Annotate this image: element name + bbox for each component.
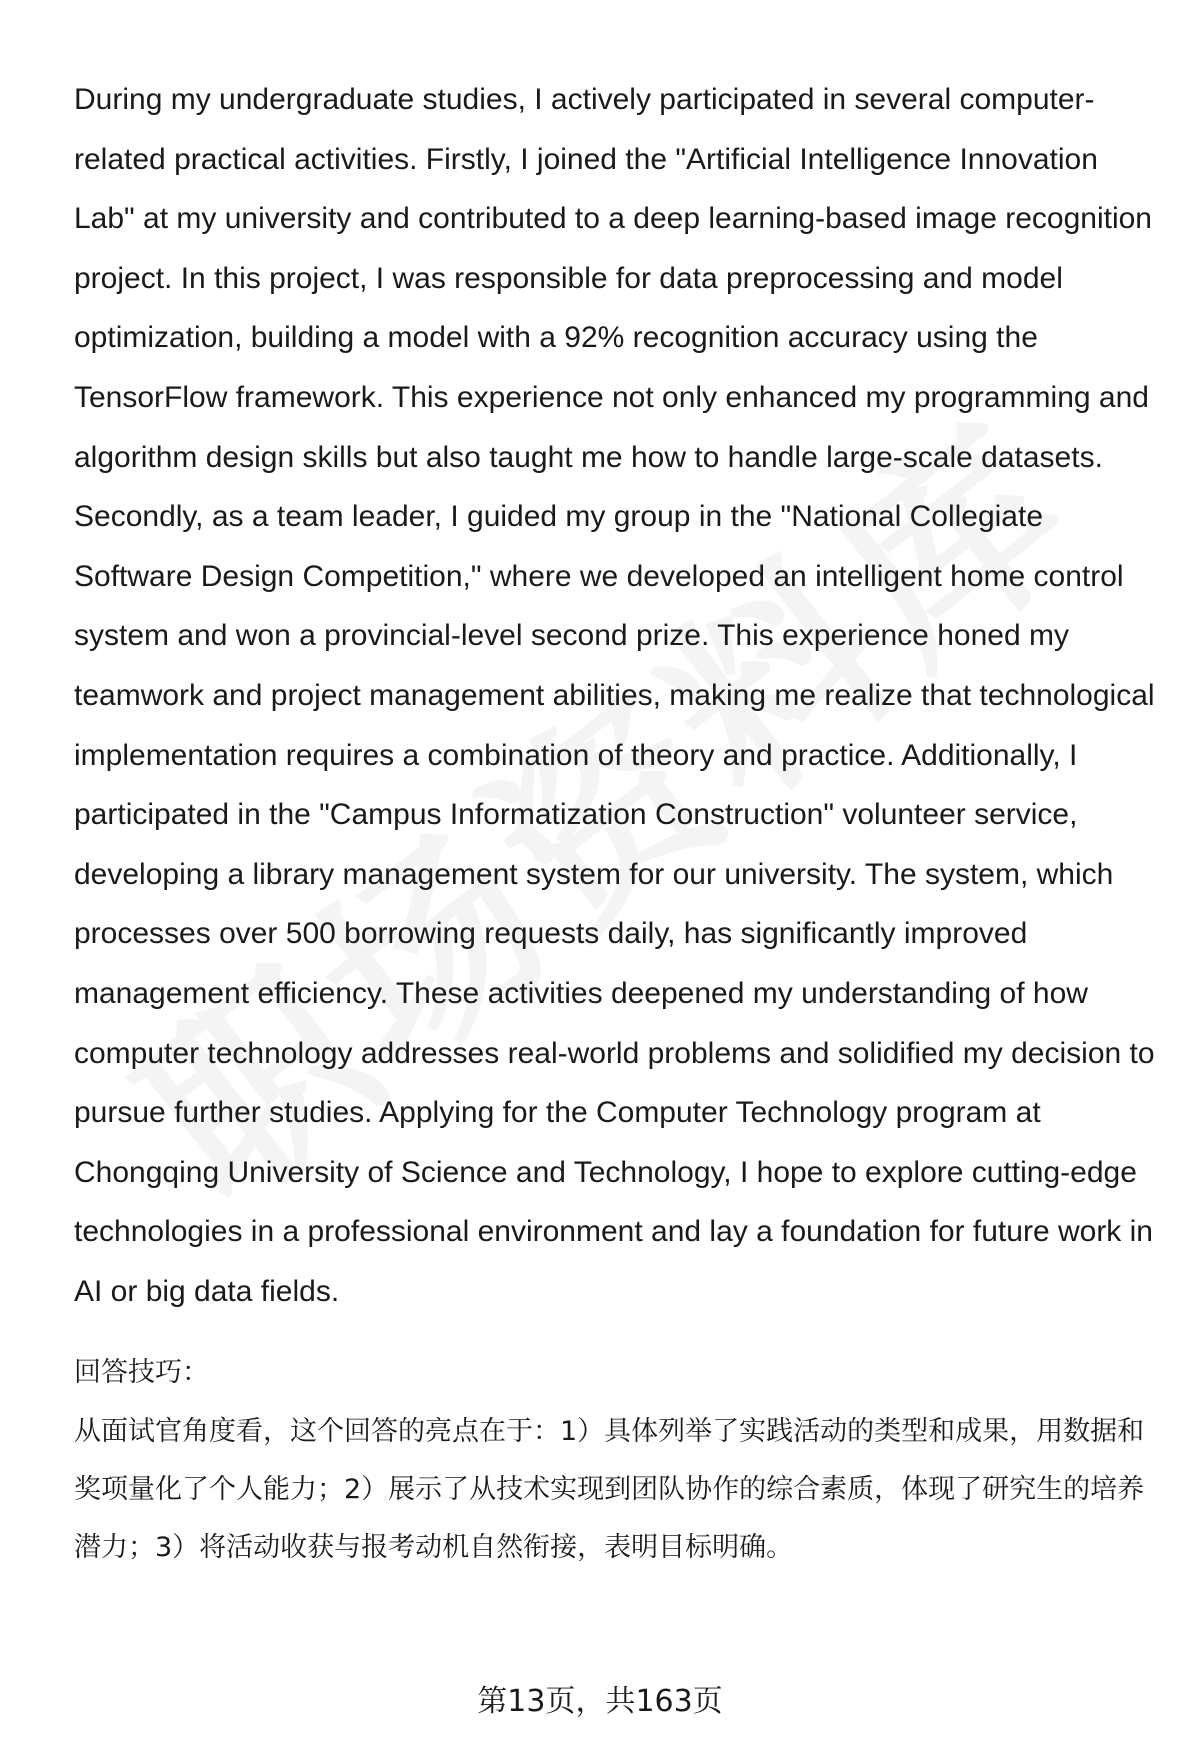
document-body [74,70,1164,1577]
tips-text: 从面试官角度看，这个回答的亮点在于：1）具体列举了实践活动的类型和成果，用数据和奖项量化了个人能力；2）展示了从技术实现到团队协作的综合素质，体现了研究生的培养潜力；3）将活动收获与报考动机自然衔接，表明目标明确。 [74,1416,1145,1564]
answer-tips-section [74,1353,1164,1577]
tips-label: 回答技巧： [74,1357,209,1389]
answer-paragraph: During my undergraduate studies, I actively participated in several computer-related practical activities. Firstly, I joined the "Artificial Intelligence Innovation Lab" at my university and contributed to a deep learning-based image recognition project. In this project, I was responsible for data preprocessing and model optimization, building a model with a 92% recognition accuracy using the TensorFlow framework. This experience not only enhanced my programming and algorithm design skills but also taught me how to handle large-scale datasets. Secondly, as a team leader, I guided my group in the "National Collegiate Software Design Competition," where we developed an intelligent home control system and won a provincial-level second prize. This experience honed my teamwork and project management abilities, making me realize that technological implementation requires a combination of theory and practice. Additionally, I participated in the "Campus Informatization Construction" volunteer service, developing a library management system for our university. The system, which processes over 500 borrowing requests daily, has significantly improved management efficiency. These activities deepened my understanding of how computer technology addresses real-world problems and solidified my decision to pursue further studies. Applying for the Computer Technology program at Chongqing University of Science and Technology, I hope to explore cutting-edge technologies in a professional environment and lay a foundation for future work in AI or big data fields. [74,83,1155,1308]
page-indicator: 第13页，共163页 [477,1684,723,1719]
